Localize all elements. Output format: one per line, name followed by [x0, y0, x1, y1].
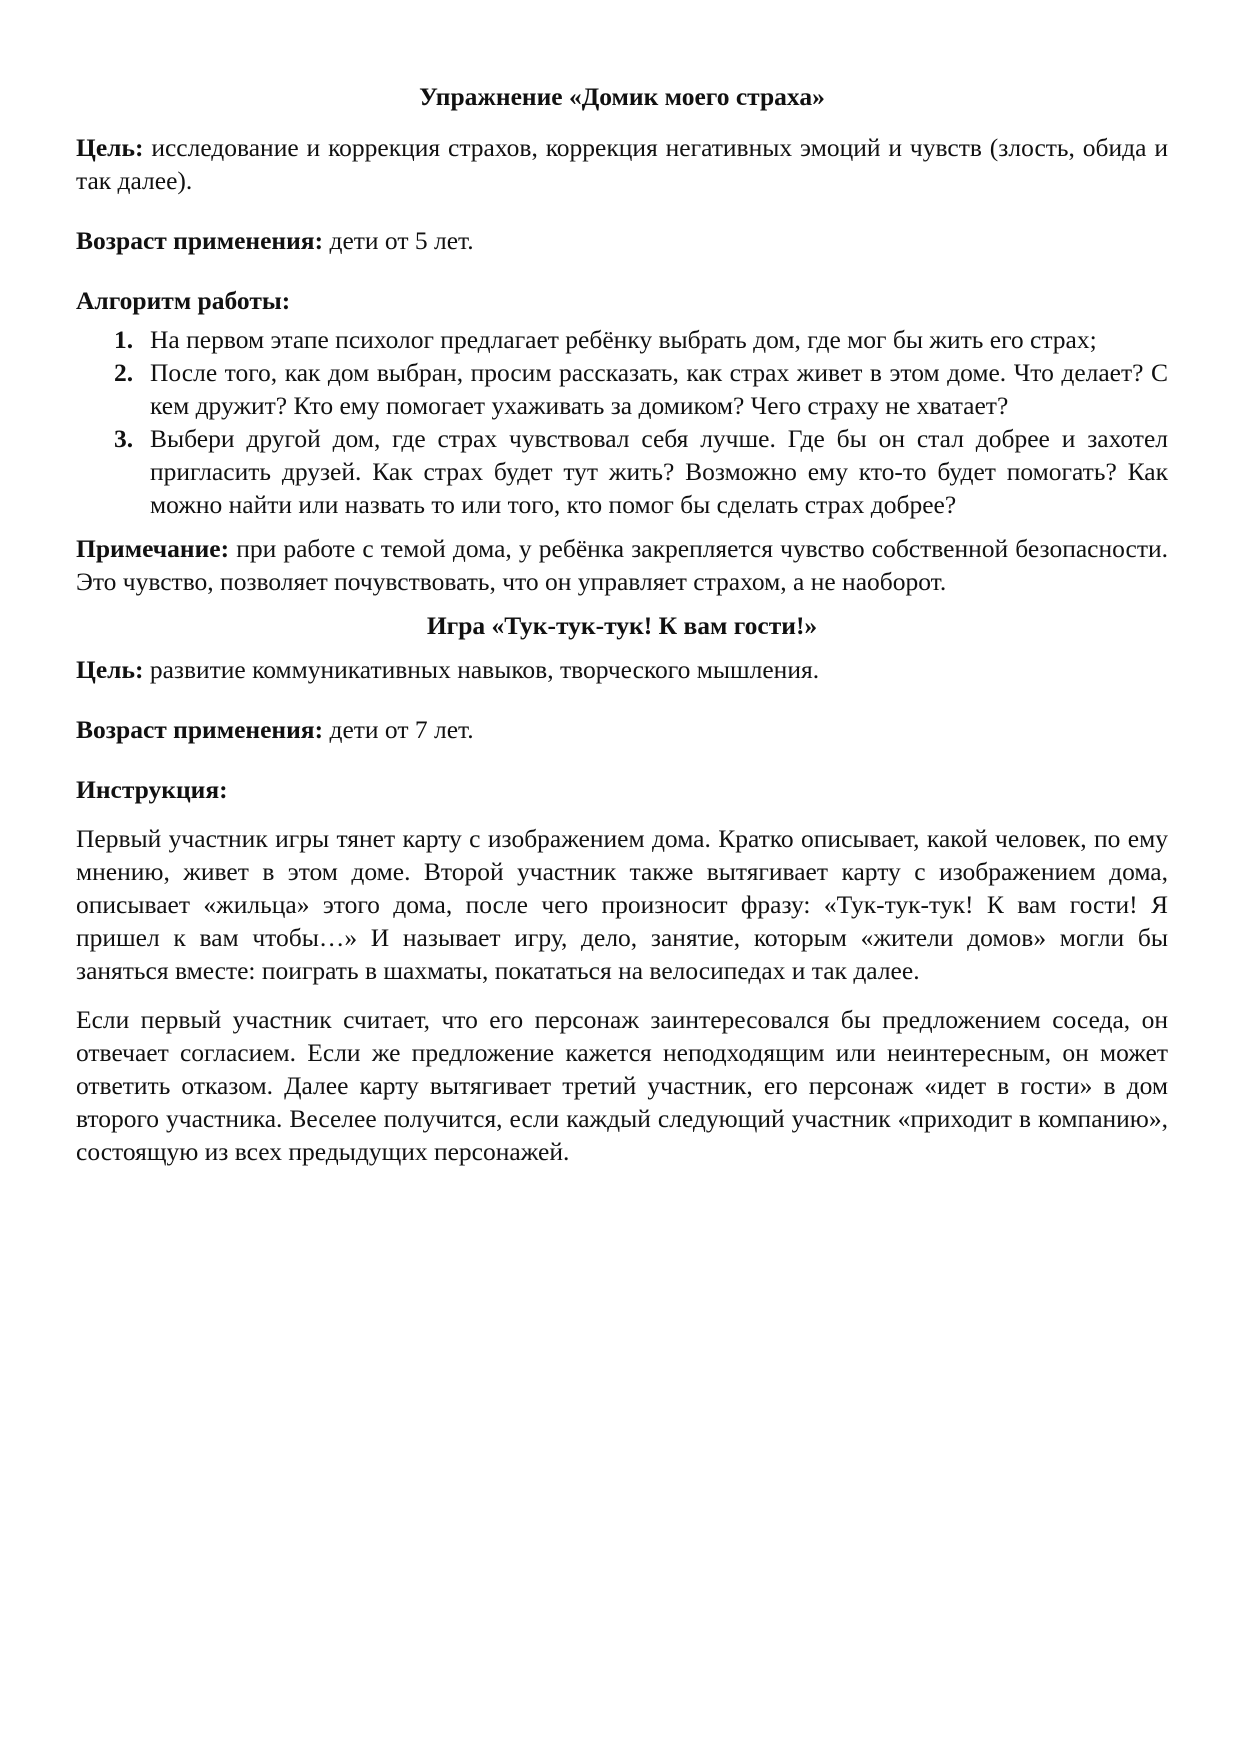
algorithm-label: Алгоритм работы:: [76, 286, 291, 315]
exercise-age-text: дети от 5 лет.: [323, 226, 474, 255]
game-age: [76, 713, 1168, 746]
algorithm-steps: [76, 323, 1168, 521]
step-number: 1.: [114, 325, 134, 354]
algorithm-heading: [76, 284, 1168, 317]
list-item: [76, 356, 1168, 422]
list-item: [76, 323, 1168, 356]
instruction-paragraph: Первый участник игры тянет карту с изображением дома. Кратко описывает, какой человек, по ему мнению, живет в этом доме. Второй участник также вытягивает карту с изображением дома, описывает «жильца» этого дома, после чего произносит фразу: «Тук-тук-тук! К вам гости! Я пришел к вам чтобы…» И называет игру, дело, занятие, которым «жители домов» могли бы заняться вместе: поиграть в шахматы, покататься на велосипедах и так далее.: [76, 824, 1168, 985]
exercise-note-text: при работе с темой дома, у ребёнка закрепляется чувство собственной безопасности. Это чувство, позволяет почувствовать, что он управляет страхом, а не наоборот.: [76, 534, 1168, 596]
exercise-goal-label: Цель:: [76, 133, 144, 162]
step-text: Выбери другой дом, где страх чувствовал себя лучше. Где бы он стал добрее и захотел пригласить друзей. Как страх будет тут жить? Возможно ему кто-то будет помогать? Как можно найти или назвать то или того, кто помог бы сделать страх добрее?: [150, 424, 1168, 519]
instruction-heading: [76, 773, 1168, 806]
step-text: На первом этапе психолог предлагает ребёнку выбрать дом, где мог бы жить его страх;: [150, 325, 1097, 354]
exercise-note-label: Примечание:: [76, 534, 230, 563]
exercise-goal-text: исследование и коррекция страхов, коррекция негативных эмоций и чувств (злость, обида и так далее).: [76, 133, 1168, 195]
step-number: 2.: [114, 358, 134, 387]
game-title: Игра «Тук-тук-тук! К вам гости!»: [426, 611, 818, 640]
exercise-age-label: Возраст применения:: [76, 226, 324, 255]
instruction-paragraph: Если первый участник считает, что его персонаж заинтересовался бы предложением соседа, он отвечает согласием. Если же предложение кажется неподходящим или неинтересным, он может ответить отказом. Далее карту вытягивает третий участник, его персонаж «идет в гости» в дом второго участника. Веселее получится, если каждый следующий участник «приходит в компанию», состоящую из всех предыдущих персонажей.: [76, 1005, 1168, 1166]
exercise-age: [76, 224, 1168, 257]
step-text: После того, как дом выбран, просим рассказать, как страх живет в этом доме. Что делает? С кем дружит? Кто ему помогает ухаживать за домиком? Чего страху не хватает?: [150, 358, 1168, 420]
game-age-label: Возраст применения:: [76, 715, 324, 744]
document-page: [76, 80, 1168, 1168]
exercise-title: Упражнение «Домик моего страха»: [419, 82, 825, 111]
game-goal: [76, 653, 1168, 686]
game-age-text: дети от 7 лет.: [323, 715, 474, 744]
exercise-note: [76, 532, 1168, 598]
step-number: 3.: [114, 424, 134, 453]
list-item: [76, 422, 1168, 521]
game-goal-text: развитие коммуникативных навыков, творческого мышления.: [143, 655, 820, 684]
game-goal-label: Цель:: [76, 655, 144, 684]
instruction-label: Инструкция:: [76, 775, 228, 804]
exercise-goal: [76, 131, 1168, 197]
